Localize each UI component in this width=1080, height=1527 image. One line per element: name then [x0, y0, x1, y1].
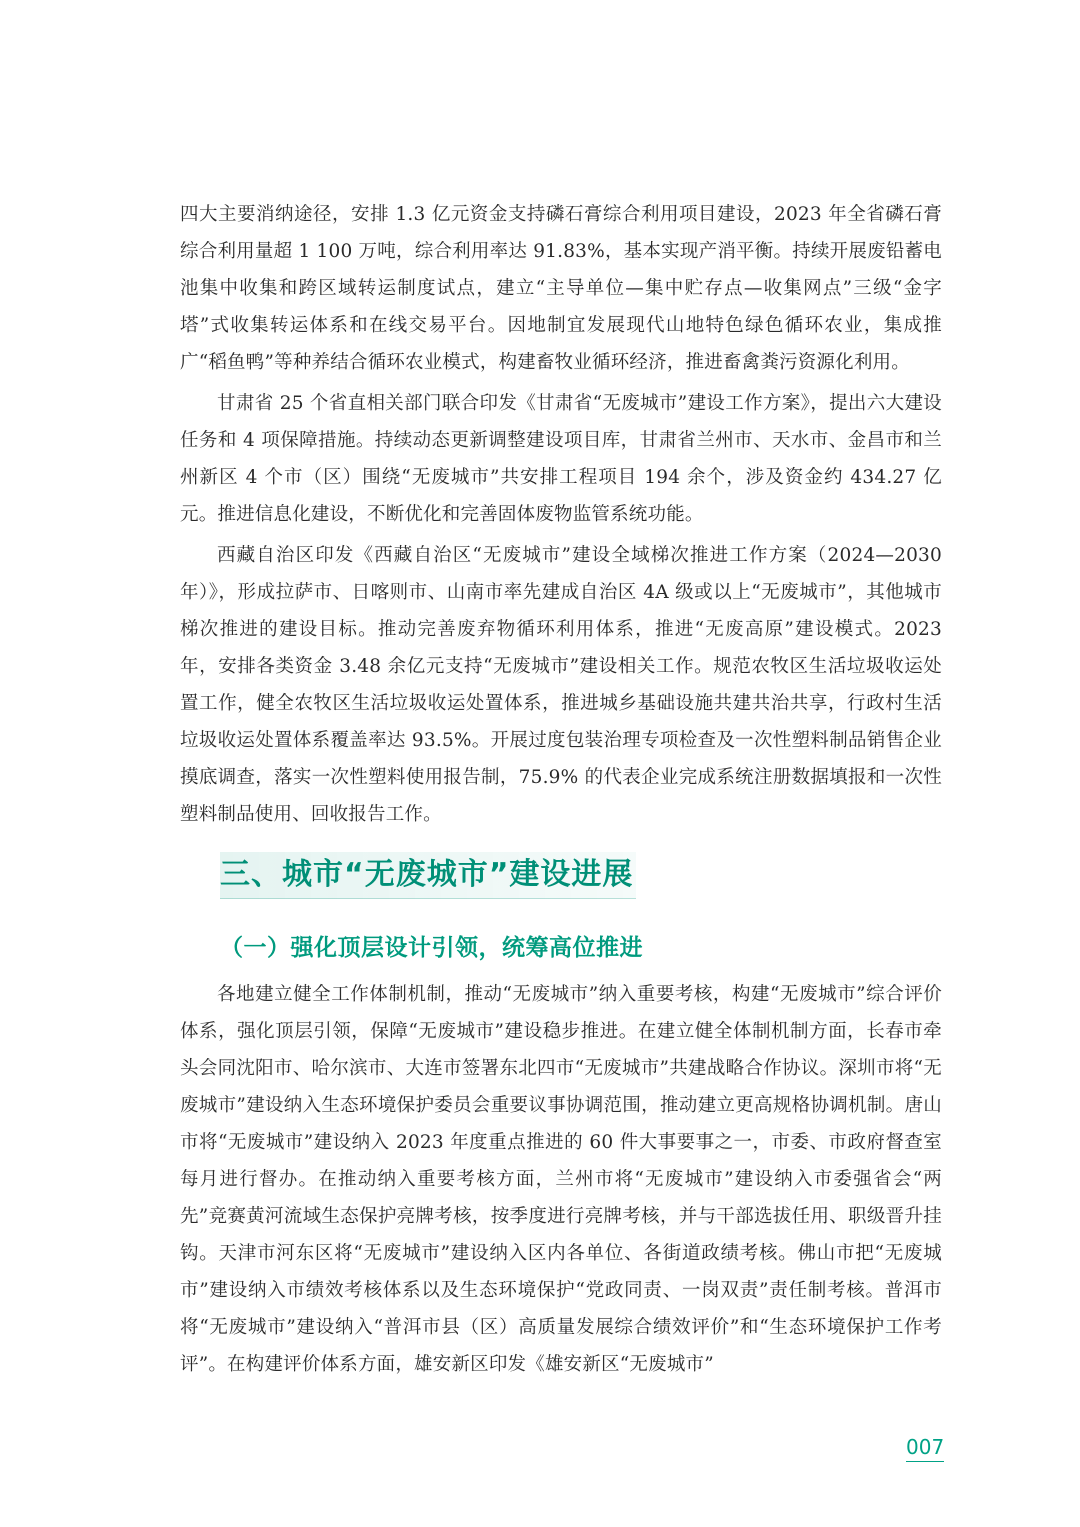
body-text-bottom [180, 976, 942, 1387]
paragraph: 西藏自治区印发《西藏自治区“无废城市”建设全域梯次推进工作方案（2024—2030 年）》，形成拉萨市、日喀则市、山南市率先建成自治区 4A 级或以上“无废城市”，其他城市梯次推进的建设目标。推动完善废弃物循环利用体系，推进“无废高原”建设模式。2023 年，安排各类资金 3.48 余亿元支持“无废城市”建设相关工作。规范农牧区生活垃圾收运处置工作，健全农牧区生活垃圾收运处置体系，推进城乡基础设施共建共治共享，行政村生活垃圾收运处置体系覆盖率达 93.5%。开展过度包装治理专项检查及一次性塑料制品销售企业摸底调查，落实一次性塑料使用报告制，75.9% 的代表企业完成系统注册数据填报和一次性塑料制品使用、回收报告工作。 [180, 545, 942, 825]
paragraph: 甘肃省 25 个省直相关部门联合印发《甘肃省“无废城市”建设工作方案》，提出六大建设任务和 4 项保障措施。持续动态更新调整建设项目库，甘肃省兰州市、天水市、金昌市和兰州新区 4 个市（区）围绕“无废城市”共安排工程项目 194 余个，涉及资金约 434.27 亿元。推进信息化建设，不断优化和完善固体废物监管系统功能。 [180, 393, 942, 525]
section-heading-text: 三、城市“无废城市”建设进展 [220, 857, 634, 892]
body-text-top [180, 196, 942, 837]
paragraph: 四大主要消纳途径，安排 1.3 亿元资金支持磷石膏综合利用项目建设，2023 年全省磷石膏综合利用量超 1 100 万吨，综合利用率达 91.83%，基本实现产消平衡。持续开展废铅蓄电池集中收集和跨区域转运制度试点，建立“主导单位—集中贮存点—收集网点”三级“金字塔”式收集转运体系和在线交易平台。因地制宜发展现代山地特色绿色循环农业，集成推广“稻鱼鸭”等种养结合循环农业模式，构建畜牧业循环经济，推进畜禽粪污资源化利用。 [180, 204, 942, 373]
paragraph: 各地建立健全工作体制机制，推动“无废城市”纳入重要考核，构建“无废城市”综合评价体系，强化顶层引领，保障“无废城市”建设稳步推进。在建立健全体制机制方面，长春市牵头会同沈阳市、哈尔滨市、大连市签署东北四市“无废城市”共建战略合作协议。深圳市将“无废城市”建设纳入生态环境保护委员会重要议事协调范围，推动建立更高规格协调机制。唐山市将“无废城市”建设纳入 2023 年度重点推进的 60 件大事要事之一，市委、市政府督查室每月进行督办。在推动纳入重要考核方面，兰州市将“无废城市”建设纳入市委强省会“两先”竞赛黄河流域生态保护亮牌考核，按季度进行亮牌考核，并与干部选拔任用、职级晋升挂钩。天津市河东区将“无废城市”建设纳入区内各单位、各街道政绩考核。佛山市把“无废城市”建设纳入市绩效考核体系以及生态环境保护“党政同责、一岗双责”责任制考核。普洱市将“无废城市”建设纳入“普洱市县（区）高质量发展综合绩效评价”和“生态环境保护工作考评”。在构建评价体系方面，雄安新区印发《雄安新区“无废城市” [180, 984, 942, 1375]
section-heading [220, 852, 636, 899]
page-number: 007 [906, 1434, 944, 1462]
sub-heading: （一）强化顶层设计引领，统筹高位推进 [220, 935, 643, 961]
